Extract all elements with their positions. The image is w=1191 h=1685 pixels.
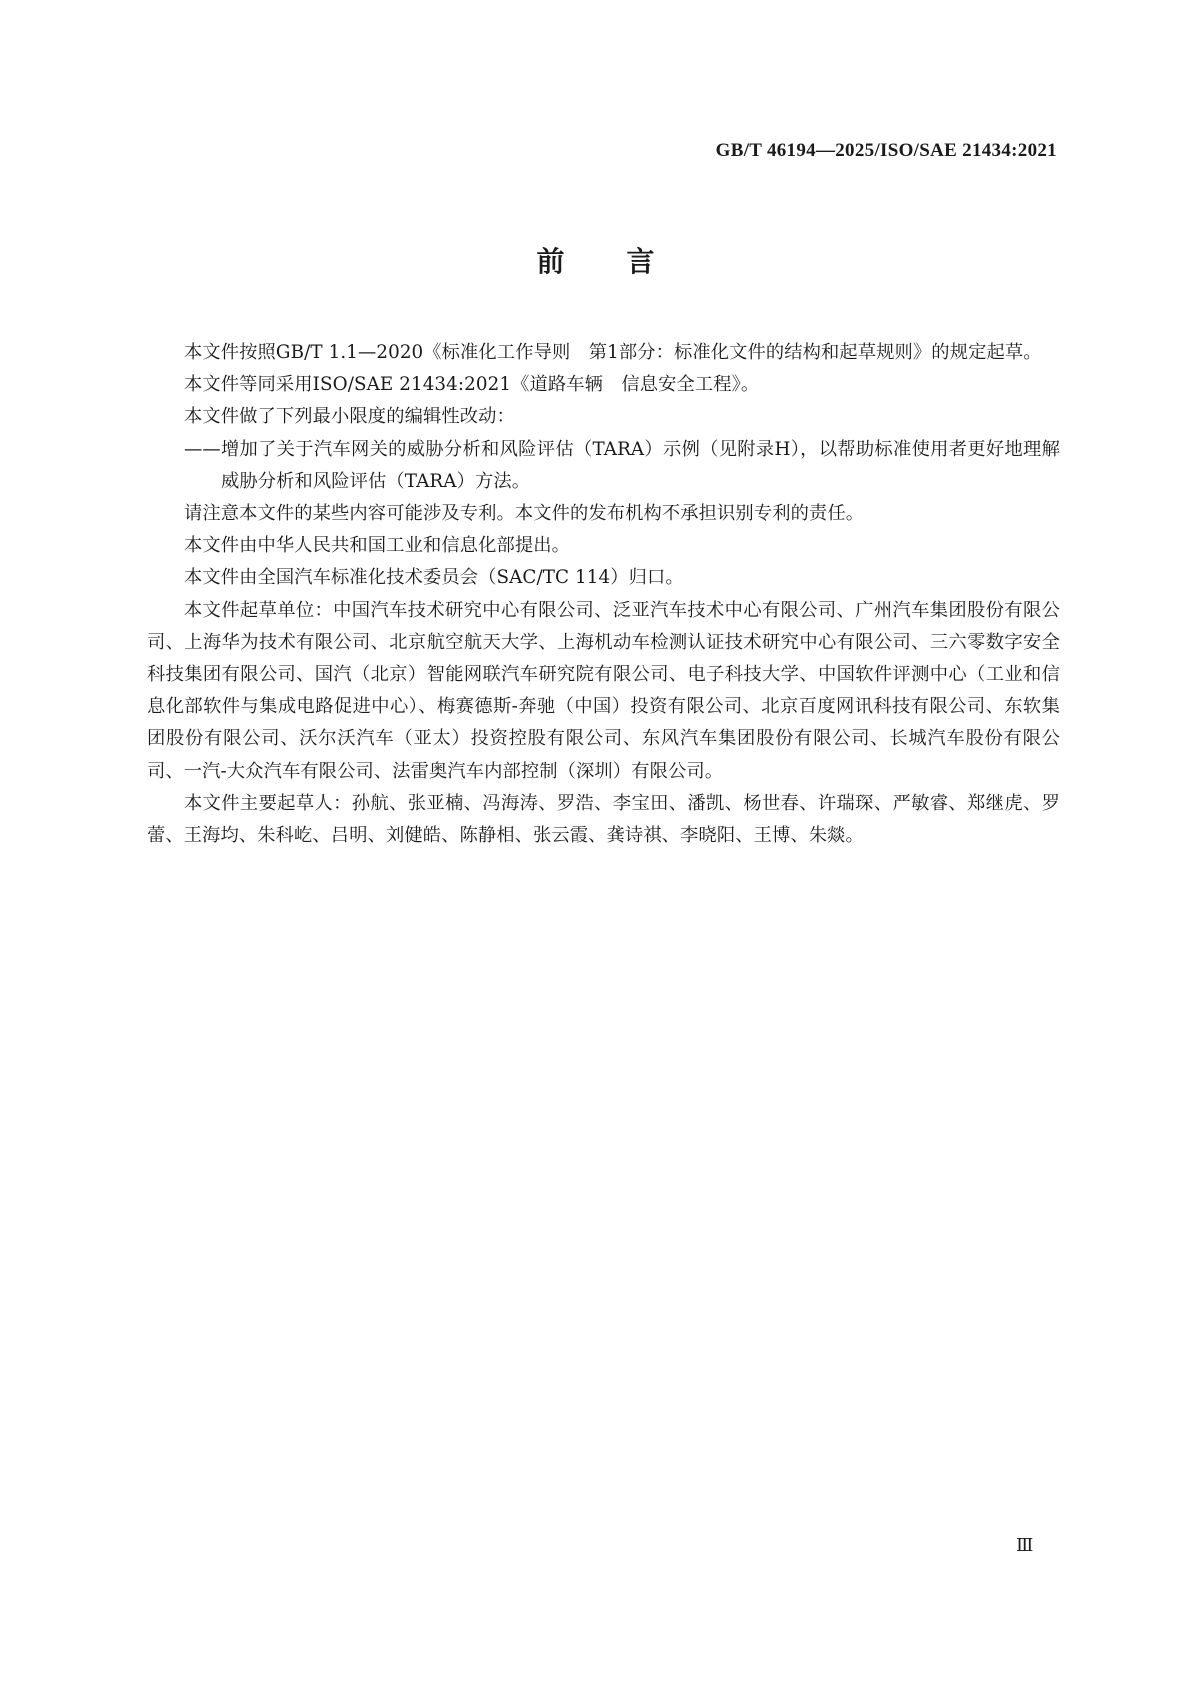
- standard-code-header: GB/T 46194—2025/ISO/SAE 21434:2021: [715, 140, 1057, 161]
- foreword-body: [147, 337, 1060, 852]
- paragraph-under-jurisdiction: 本文件由全国汽车标准化技术委员会（SAC/TC 114）归口。: [184, 567, 684, 589]
- paragraph-change-item: ——增加了关于汽车网关的威胁分析和风险评估（TARA）示例（见附录H），以帮助标准使用者更好地理解威胁分析和风险评估（TARA）方法。: [184, 438, 1060, 492]
- page-title: 前言: [536, 245, 717, 278]
- page-number: Ⅲ: [1016, 1535, 1034, 1555]
- paragraph-drafting-units: 本文件起草单位：中国汽车技术研究中心有限公司、泛亚汽车技术中心有限公司、广州汽车集团股份有限公司、上海华为技术有限公司、北京航空航天大学、上海机动车检测认证技术研究中心有限公司、三六零数字安全科技集团有限公司、国汽（北京）智能网联汽车研究院有限公司、电子科技大学、中国软件评测中心（工业和信息化部软件与集成电路促进中心）、梅赛德斯-奔驰（中国）投资有限公司、北京百度网讯科技有限公司、东软集团股份有限公司、沃尔沃汽车（亚太）投资控股有限公司、东风汽车集团股份有限公司、长城汽车股份有限公司、一汽-大众汽车有限公司、法雷奥汽车内部控制（深圳）有限公司。: [147, 599, 1060, 782]
- paragraph-drafting-rules: 本文件按照GB/T 1.1—2020《标准化工作导则 第1部分：标准化文件的结构和起草规则》的规定起草。: [184, 342, 1042, 363]
- paragraph-main-drafters: 本文件主要起草人：孙航、张亚楠、冯海涛、罗浩、李宝田、潘凯、杨世春、许瑞琛、严敏睿、郑继虎、罗蕾、王海均、朱科屹、吕明、刘健皓、陈静相、张云霞、龚诗祺、李晓阳、王博、朱燚。: [147, 792, 1060, 847]
- paragraph-proposed-by: 本文件由中华人民共和国工业和信息化部提出。: [184, 535, 571, 557]
- paragraph-editorial-changes: 本文件做了下列最小限度的编辑性改动：: [184, 406, 515, 428]
- paragraph-patent-notice: 请注意本文件的某些内容可能涉及专利。本文件的发布机构不承担识别专利的责任。: [184, 503, 865, 525]
- paragraph-identical-adoption: 本文件等同采用ISO/SAE 21434:2021《道路车辆 信息安全工程》。: [184, 374, 760, 396]
